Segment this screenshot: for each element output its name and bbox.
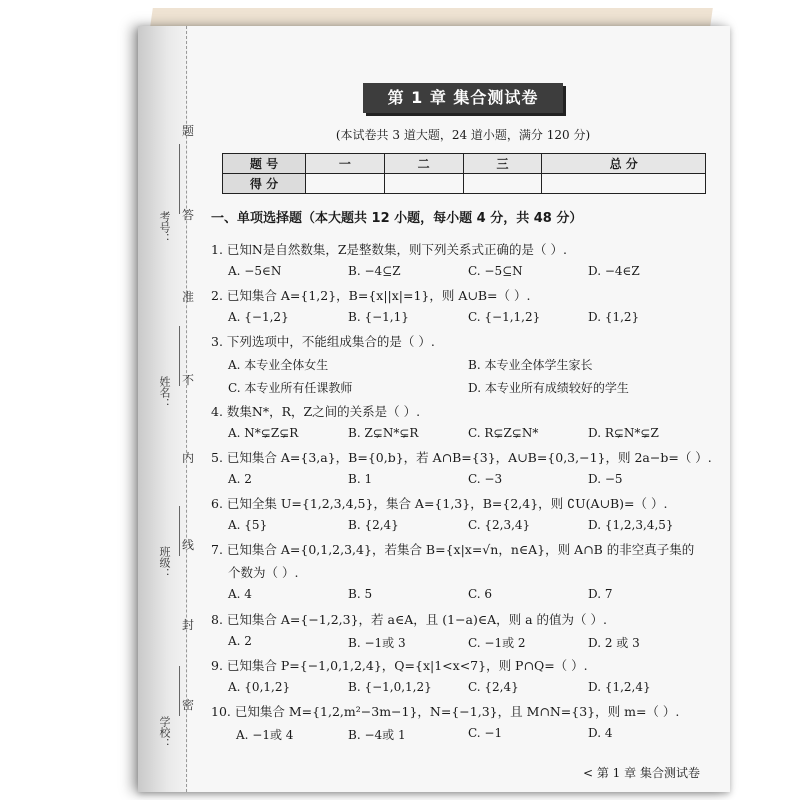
seal-char: 内 [182, 451, 195, 465]
option: A. {5} [228, 518, 268, 532]
option: B. 5 [348, 587, 373, 601]
table-header-cell: 题 号 [223, 154, 306, 174]
option: C. 6 [468, 587, 493, 601]
question-stem: 7. 已知集合 A={0,1,2,3,4}，若集合 B={x|x=√n，n∈A}，则 A∩B 的非空真子集的 [211, 542, 695, 557]
option: D. {1,2,4} [588, 680, 651, 694]
seal-char: 线 [182, 538, 195, 552]
question-stem: 9. 已知集合 P={−1,0,1,2,4}，Q={x|1<x<7}，则 P∩Q=（ ）. [211, 658, 588, 673]
option: A. 2 [228, 634, 252, 648]
question-stem: 4. 数集N*，R，Z之间的关系是（ ）. [211, 404, 421, 419]
seal-char: 封 [182, 618, 195, 632]
option: A. {−1,2} [228, 310, 289, 324]
option: D. 本专业所有成绩较好的学生 [468, 381, 629, 395]
option: C. −1或 2 [468, 636, 526, 650]
option: B. −4或 1 [348, 728, 406, 742]
option: B. −1或 3 [348, 636, 406, 650]
column-header: 三 [463, 154, 542, 174]
page-title: 第 1 章 集合测试卷 [363, 83, 563, 113]
seal-char: 准 [182, 290, 195, 304]
option: C. −3 [468, 472, 503, 486]
question-stem: 8. 已知集合 A={−1,2,3}，若 a∈A，且 (1−a)∈A，则 a 的值为（ ）. [211, 612, 607, 627]
option: A. −1或 4 [236, 728, 294, 742]
option: A. −5∈N [228, 264, 282, 278]
column-header: 一 [306, 154, 385, 174]
table-row [223, 174, 706, 194]
option: A. 本专业全体女生 [228, 358, 329, 372]
fill-line [179, 666, 180, 716]
name-label: 姓名： [158, 376, 171, 409]
question-stem: 3. 下列选项中，不能组成集合的是（ ）. [211, 334, 435, 349]
section-heading: 一、单项选择题（本大题共 12 小题，每小题 4 分，共 48 分） [211, 211, 583, 226]
option: A. 2 [228, 472, 252, 486]
score-cell [542, 174, 706, 194]
option: B. {2,4} [348, 518, 399, 532]
option: B. {−1,0,1,2} [348, 680, 432, 694]
binding-gutter [138, 26, 188, 792]
option: A. 4 [228, 587, 252, 601]
exam-number-label: 考号： [158, 211, 171, 244]
option: C. 本专业所有任课教师 [228, 381, 353, 395]
option: C. R⊊Z⊊N* [468, 426, 539, 440]
fill-line [179, 506, 180, 556]
score-cell [463, 174, 542, 194]
option: C. −5⊆N [468, 264, 523, 278]
option: C. {−1,1,2} [468, 310, 541, 324]
column-header: 二 [384, 154, 463, 174]
fill-line [179, 326, 180, 386]
score-cell [306, 174, 385, 194]
option: C. {2,4} [468, 680, 519, 694]
option: D. {1,2} [588, 310, 640, 324]
option: A. {0,1,2} [228, 680, 291, 694]
question-stem: 6. 已知全集 U={1,2,3,4,5}，集合 A={1,3}，B={2,4}，则 ∁U(A∪B)=（ ）. [211, 496, 668, 511]
option: D. 4 [588, 726, 613, 740]
school-label: 学校： [158, 716, 171, 749]
question-stem: 2. 已知集合 A={1,2}，B={x||x|=1}，则 A∪B=（ ）. [211, 288, 531, 303]
class-label: 班级： [158, 546, 171, 579]
seal-char: 答 [182, 208, 195, 222]
option: A. N*⊊Z⊊R [228, 426, 299, 440]
question-stem: 10. 已知集合 M={1,2,m²−3m−1}，N={−1,3}，且 M∩N={3}，则 m=（ ）. [211, 704, 680, 719]
option: D. 7 [588, 587, 613, 601]
option: D. R⊊N*⊊Z [588, 426, 659, 440]
binding-line [186, 26, 187, 792]
question-stem: 1. 已知N是自然数集，Z是整数集，则下列关系式正确的是（ ）. [211, 242, 567, 257]
seal-char: 题 [182, 124, 195, 138]
table-header-cell: 得 分 [223, 174, 306, 194]
option: D. −5 [588, 472, 623, 486]
option: B. 本专业全体学生家长 [468, 358, 593, 372]
option: C. {2,3,4} [468, 518, 531, 532]
option: C. −1 [468, 726, 503, 740]
option: D. {1,2,3,4,5} [588, 518, 674, 532]
option: B. Z⊊N*⊊R [348, 426, 419, 440]
seal-char: 密 [182, 698, 195, 712]
option: D. −4∈Z [588, 264, 640, 278]
page-footer: < 第 1 章 集合测试卷 [583, 766, 700, 780]
seal-char: 不 [182, 373, 195, 387]
exam-page [138, 26, 730, 792]
score-cell [384, 174, 463, 194]
exam-subtitle: (本试卷共 3 道大题，24 道小题，满分 120 分) [335, 128, 591, 142]
option: B. 1 [348, 472, 373, 486]
option: B. {−1,1} [348, 310, 409, 324]
question-stem: 5. 已知集合 A={3,a}，B={0,b}，若 A∩B={3}，A∪B={0,3,−1}，则 2a−b=（ ）. [211, 450, 712, 465]
question-stem-continued: 个数为（ ）. [228, 565, 299, 580]
column-header: 总 分 [542, 154, 706, 174]
option: B. −4⊆Z [348, 264, 401, 278]
option: D. 2 或 3 [588, 636, 640, 650]
fill-line [179, 144, 180, 214]
table-row [223, 154, 706, 174]
score-table [222, 153, 706, 194]
